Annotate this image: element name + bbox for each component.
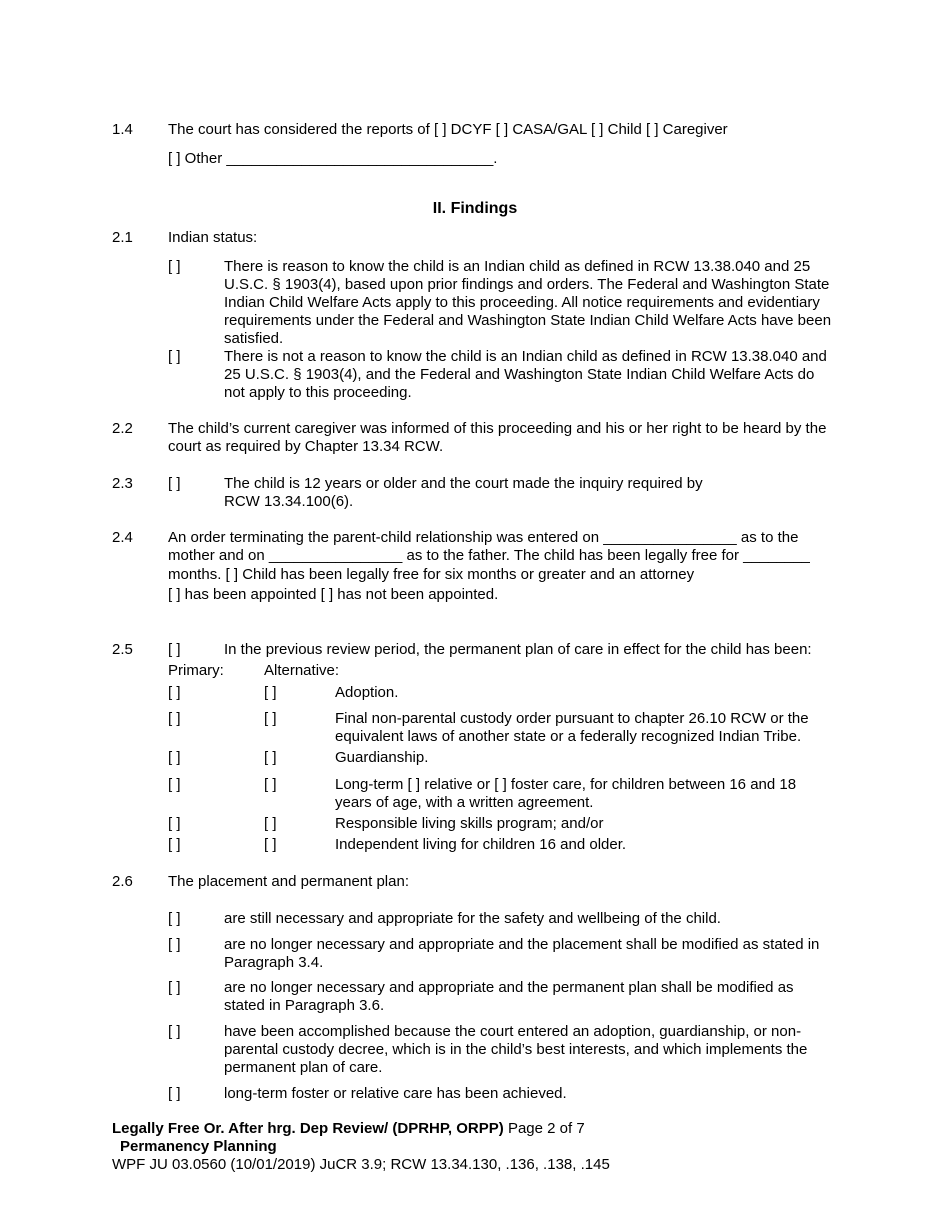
footer-form-title: Legally Free Or. After hrg. Dep Review/ (DPRHP, ORPP) <box>112 1120 504 1137</box>
section-1-4-number: 1.4 <box>112 121 133 138</box>
indian-status-option: There is not a reason to know the child is an Indian child as defined in RCW 13.38.040 and 25 U.S.C. § 1903(4), and the Federal and Washington State Indian Child Welfare Acts do not apply to this proceeding. <box>224 348 827 401</box>
section-1-4-other: [ ] Other ________________________________. <box>168 150 498 167</box>
footer-subtitle: Permanency Planning <box>120 1138 277 1155</box>
section-1-4-text: The court has considered the reports of [ ] DCYF [ ] CASA/GAL [ ] Child [ ] Caregiver <box>168 121 728 138</box>
section-2-4-line: mother and on ________________ as to the father. The child has been legally free for ________ <box>168 547 810 564</box>
section-2-4-number: 2.4 <box>112 529 133 546</box>
placement-option: are no longer necessary and appropriate and the permanent plan shall be modified as stated in Paragraph 3.6. <box>224 979 794 1014</box>
section-2-5-text: In the previous review period, the permanent plan of care in effect for the child has been: <box>224 641 812 658</box>
alternative-checkbox[interactable]: [ ] <box>264 776 277 793</box>
alternative-checkbox[interactable]: [ ] <box>264 815 277 832</box>
plan-option: Independent living for children 16 and older. <box>335 836 627 853</box>
section-2-4-line: months. [ ] Child has been legally free for six months or greater and an attorney <box>168 566 695 583</box>
checkbox[interactable]: [ ] <box>168 936 181 953</box>
checkbox[interactable]: [ ] <box>168 1023 181 1040</box>
alternative-label: Alternative: <box>264 662 340 679</box>
checkbox[interactable]: [ ] <box>168 348 181 365</box>
section-2-1-text: Indian status: <box>168 229 258 246</box>
primary-checkbox[interactable]: [ ] <box>168 836 181 853</box>
section-2-3-number: 2.3 <box>112 475 133 492</box>
primary-label: Primary: <box>168 662 224 679</box>
checkbox[interactable]: [ ] <box>168 475 181 492</box>
plan-option: Guardianship. <box>335 749 429 766</box>
section-2-4-line: An order terminating the parent-child relationship was entered on ________________ as to the <box>168 529 799 546</box>
checkbox[interactable]: [ ] <box>168 910 181 927</box>
primary-checkbox[interactable]: [ ] <box>168 710 181 727</box>
checkbox[interactable]: [ ] <box>168 258 181 275</box>
plan-option: Final non-parental custody order pursuant to chapter 26.10 RCW or the equivalent laws of another state or a federally recognized Indian Tribe. <box>335 710 809 745</box>
primary-checkbox[interactable]: [ ] <box>168 815 181 832</box>
section-2-6-number: 2.6 <box>112 873 133 890</box>
plan-option: Responsible living skills program; and/or <box>335 815 604 832</box>
primary-checkbox[interactable]: [ ] <box>168 749 181 766</box>
placement-option: are still necessary and appropriate for the safety and wellbeing of the child. <box>224 910 721 927</box>
section-2-1-number: 2.1 <box>112 229 133 246</box>
placement-option: long-term foster or relative care has been achieved. <box>224 1085 567 1102</box>
plan-option: Long-term [ ] relative or [ ] foster care, for children between 16 and 18 years of age, with a written agreement. <box>335 776 797 811</box>
section-2-6-text: The placement and permanent plan: <box>168 873 409 890</box>
alternative-checkbox[interactable]: [ ] <box>264 710 277 727</box>
indian-status-option: There is reason to know the child is an Indian child as defined in RCW 13.38.040 and 25 U.S.C. § 1903(4), based upon prior findings and orders. The Federal and Washington State Indian Child Welfare Acts apply to this proceeding. All notice requirements and evidentiary requirements under the Federal and Washington State Indian Child Welfare Acts have been satisfied. <box>224 258 832 347</box>
section-2-5-number: 2.5 <box>112 641 133 658</box>
section-2-2-text: The child’s current caregiver was informed of this proceeding and his or her right to be heard by the court as required by Chapter 13.34 RCW. <box>168 420 827 455</box>
section-2-2-number: 2.2 <box>112 420 133 437</box>
placement-option: are no longer necessary and appropriate and the placement shall be modified as stated in Paragraph 3.4. <box>224 936 820 971</box>
footer-form-number: WPF JU 03.0560 (10/01/2019) JuCR 3.9; RCW 13.34.130, .136, .138, .145 <box>112 1156 610 1173</box>
placement-option: have been accomplished because the court entered an adoption, guardianship, or non-parental custody decree, which is in the child’s best interests, and which implements the permanent plan of care. <box>224 1023 808 1076</box>
alternative-checkbox[interactable]: [ ] <box>264 836 277 853</box>
plan-option: Adoption. <box>335 684 399 701</box>
primary-checkbox[interactable]: [ ] <box>168 684 181 701</box>
footer-title-line <box>112 1120 585 1138</box>
footer-page-number: Page 2 of 7 <box>503 1120 585 1137</box>
checkbox[interactable]: [ ] <box>168 979 181 996</box>
section-2-4-line: [ ] has been appointed [ ] has not been appointed. <box>168 586 499 603</box>
section-2-3-text: The child is 12 years or older and the court made the inquiry required by RCW 13.34.100(6). <box>224 475 703 510</box>
checkbox[interactable]: [ ] <box>168 641 181 658</box>
alternative-checkbox[interactable]: [ ] <box>264 749 277 766</box>
primary-checkbox[interactable]: [ ] <box>168 776 181 793</box>
alternative-checkbox[interactable]: [ ] <box>264 684 277 701</box>
findings-heading: II. Findings <box>432 200 518 217</box>
checkbox[interactable]: [ ] <box>168 1085 181 1102</box>
